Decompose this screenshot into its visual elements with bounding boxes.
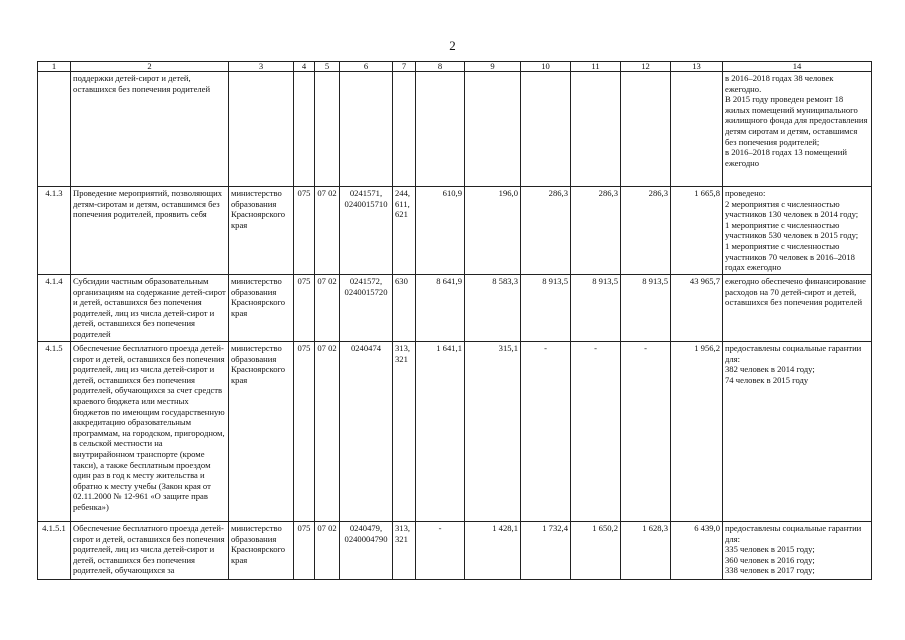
- value-cell: [416, 72, 465, 187]
- header-cell: 14: [723, 62, 872, 72]
- code-vr: 313, 321: [393, 342, 416, 522]
- code-grbs: 075: [294, 522, 315, 580]
- row-number: 4.1.3: [38, 187, 71, 275]
- code-rzpr: 07 02: [315, 342, 340, 522]
- total-cell: 1 956,2: [671, 342, 723, 522]
- header-cell: 12: [621, 62, 671, 72]
- value-cell: 610,9: [416, 187, 465, 275]
- activity-name: Субсидии частным образовательным организациям на содержание детей-сирот и детей, оставшихся без попечения родителей, лиц из числа детей-сирот и детей, оставшихся без попечения родителей: [71, 275, 229, 342]
- value-cell: [465, 72, 521, 187]
- value-cell: -: [416, 522, 465, 580]
- value-cell: 8 913,5: [521, 275, 571, 342]
- code-rzpr: [315, 72, 340, 187]
- code-grbs: 075: [294, 342, 315, 522]
- header-cell: 11: [571, 62, 621, 72]
- header-cell: 7: [393, 62, 416, 72]
- value-cell: -: [571, 342, 621, 522]
- executor: [229, 72, 294, 187]
- row-number: 4.1.5: [38, 342, 71, 522]
- row-number: 4.1.5.1: [38, 522, 71, 580]
- expected-result: предоставлены социальные гарантии для: 335 человек в 2015 году; 360 человек в 2016 году; 338 человек в 2017 году;: [723, 522, 872, 580]
- activity-name: Обеспечение бесплатного проезда детей-сирот и детей, оставшихся без попечения родителей, лиц из числа детей-сирот и детей, оставшихся без попечения родителей, обучающихся за: [71, 522, 229, 580]
- code-csr: [340, 72, 393, 187]
- table-row: [38, 342, 872, 522]
- header-cell: 5: [315, 62, 340, 72]
- expected-result: в 2016–2018 годах 38 человек ежегодно. В 2015 году проведен ремонт 18 жилых помещений муниципального жилищного фонда для предоставления детям сиротам и детям, оставшимся без попечения родителей; в 2016–2018 годах 13 помещений ежегодно: [723, 72, 872, 187]
- expected-result: проведено: 2 мероприятия с численностью участников 130 человек в 2014 году; 1 мероприятие с численностью участников 530 человек в 2015 году; 1 мероприятие с численностью участников 70 человек в 2016–2018 годах ежегодно: [723, 187, 872, 275]
- activity-name: Проведение мероприятий, позволяющих детям-сиротам и детям, оставшимся без попечения родителей, проявить себя: [71, 187, 229, 275]
- header-cell: 13: [671, 62, 723, 72]
- value-cell: 1 628,3: [621, 522, 671, 580]
- code-csr: 0240474: [340, 342, 393, 522]
- value-cell: 8 913,5: [621, 275, 671, 342]
- header-cell: 4: [294, 62, 315, 72]
- total-cell: 6 439,0: [671, 522, 723, 580]
- table-row: [38, 187, 872, 275]
- activity-name: Обеспечение бесплатного проезда детей-сирот и детей, оставшихся без попечения родителей, лиц из числа детей-сирот и детей, оставшихся без попечения родителей, обучающихся за счет средств краевого бюджета или местных бюджетов по имеющим государственную аккредитацию образовательным программам, на городском, пригородном, в сельской местности на внутрирайонном транспорте (кроме такси), а также бесплатным проездом один раз в год к месту жительства и обратно к месту учебы (Закон края от 02.11.2000 № 12-961 «О защите прав ребенка»): [71, 342, 229, 522]
- total-cell: 1 665,8: [671, 187, 723, 275]
- value-cell: 315,1: [465, 342, 521, 522]
- value-cell: [621, 72, 671, 187]
- value-cell: -: [621, 342, 671, 522]
- executor: министерство образования Красноярского края: [229, 342, 294, 522]
- table-row: [38, 275, 872, 342]
- value-cell: [571, 72, 621, 187]
- code-csr: 0241572, 0240015720: [340, 275, 393, 342]
- expected-result: ежегодно обеспечено финансирование расходов на 70 детей-сирот и детей, оставшихся без попечения родителей: [723, 275, 872, 342]
- value-cell: 1 650,2: [571, 522, 621, 580]
- table-row: [38, 522, 872, 580]
- header-cell: 1: [38, 62, 71, 72]
- value-cell: 8 913,5: [571, 275, 621, 342]
- total-cell: [671, 72, 723, 187]
- code-csr: 0241571, 0240015710: [340, 187, 393, 275]
- row-number: [38, 72, 71, 187]
- value-cell: 8 641,9: [416, 275, 465, 342]
- program-table: [37, 61, 872, 580]
- total-cell: 43 965,7: [671, 275, 723, 342]
- executor: министерство образования Красноярского края: [229, 522, 294, 580]
- value-cell: -: [521, 342, 571, 522]
- row-number: 4.1.4: [38, 275, 71, 342]
- code-csr: 0240479, 0240004790: [340, 522, 393, 580]
- value-cell: [521, 72, 571, 187]
- header-cell: 8: [416, 62, 465, 72]
- value-cell: 1 641,1: [416, 342, 465, 522]
- expected-result: предоставлены социальные гарантии для: 382 человек в 2014 году; 74 человек в 2015 году: [723, 342, 872, 522]
- page-number: 2: [449, 38, 456, 53]
- code-rzpr: 07 02: [315, 187, 340, 275]
- header-cell: 2: [71, 62, 229, 72]
- code-rzpr: 07 02: [315, 275, 340, 342]
- header-cell: 9: [465, 62, 521, 72]
- code-grbs: 075: [294, 275, 315, 342]
- header-cell: 3: [229, 62, 294, 72]
- header-cell: 6: [340, 62, 393, 72]
- code-vr: [393, 72, 416, 187]
- code-grbs: 075: [294, 187, 315, 275]
- column-number-row: [38, 62, 872, 72]
- code-vr: 630: [393, 275, 416, 342]
- code-rzpr: 07 02: [315, 522, 340, 580]
- value-cell: 286,3: [571, 187, 621, 275]
- table-row: [38, 72, 872, 187]
- code-grbs: [294, 72, 315, 187]
- value-cell: 196,0: [465, 187, 521, 275]
- code-vr: 313, 321: [393, 522, 416, 580]
- value-cell: 286,3: [521, 187, 571, 275]
- value-cell: 286,3: [621, 187, 671, 275]
- code-vr: 244, 611, 621: [393, 187, 416, 275]
- value-cell: 1 428,1: [465, 522, 521, 580]
- executor: министерство образования Красноярского края: [229, 187, 294, 275]
- executor: министерство образования Красноярского края: [229, 275, 294, 342]
- activity-name: поддержки детей-сирот и детей, оставшихся без попечения родителей: [71, 72, 229, 187]
- value-cell: 8 583,3: [465, 275, 521, 342]
- header-cell: 10: [521, 62, 571, 72]
- value-cell: 1 732,4: [521, 522, 571, 580]
